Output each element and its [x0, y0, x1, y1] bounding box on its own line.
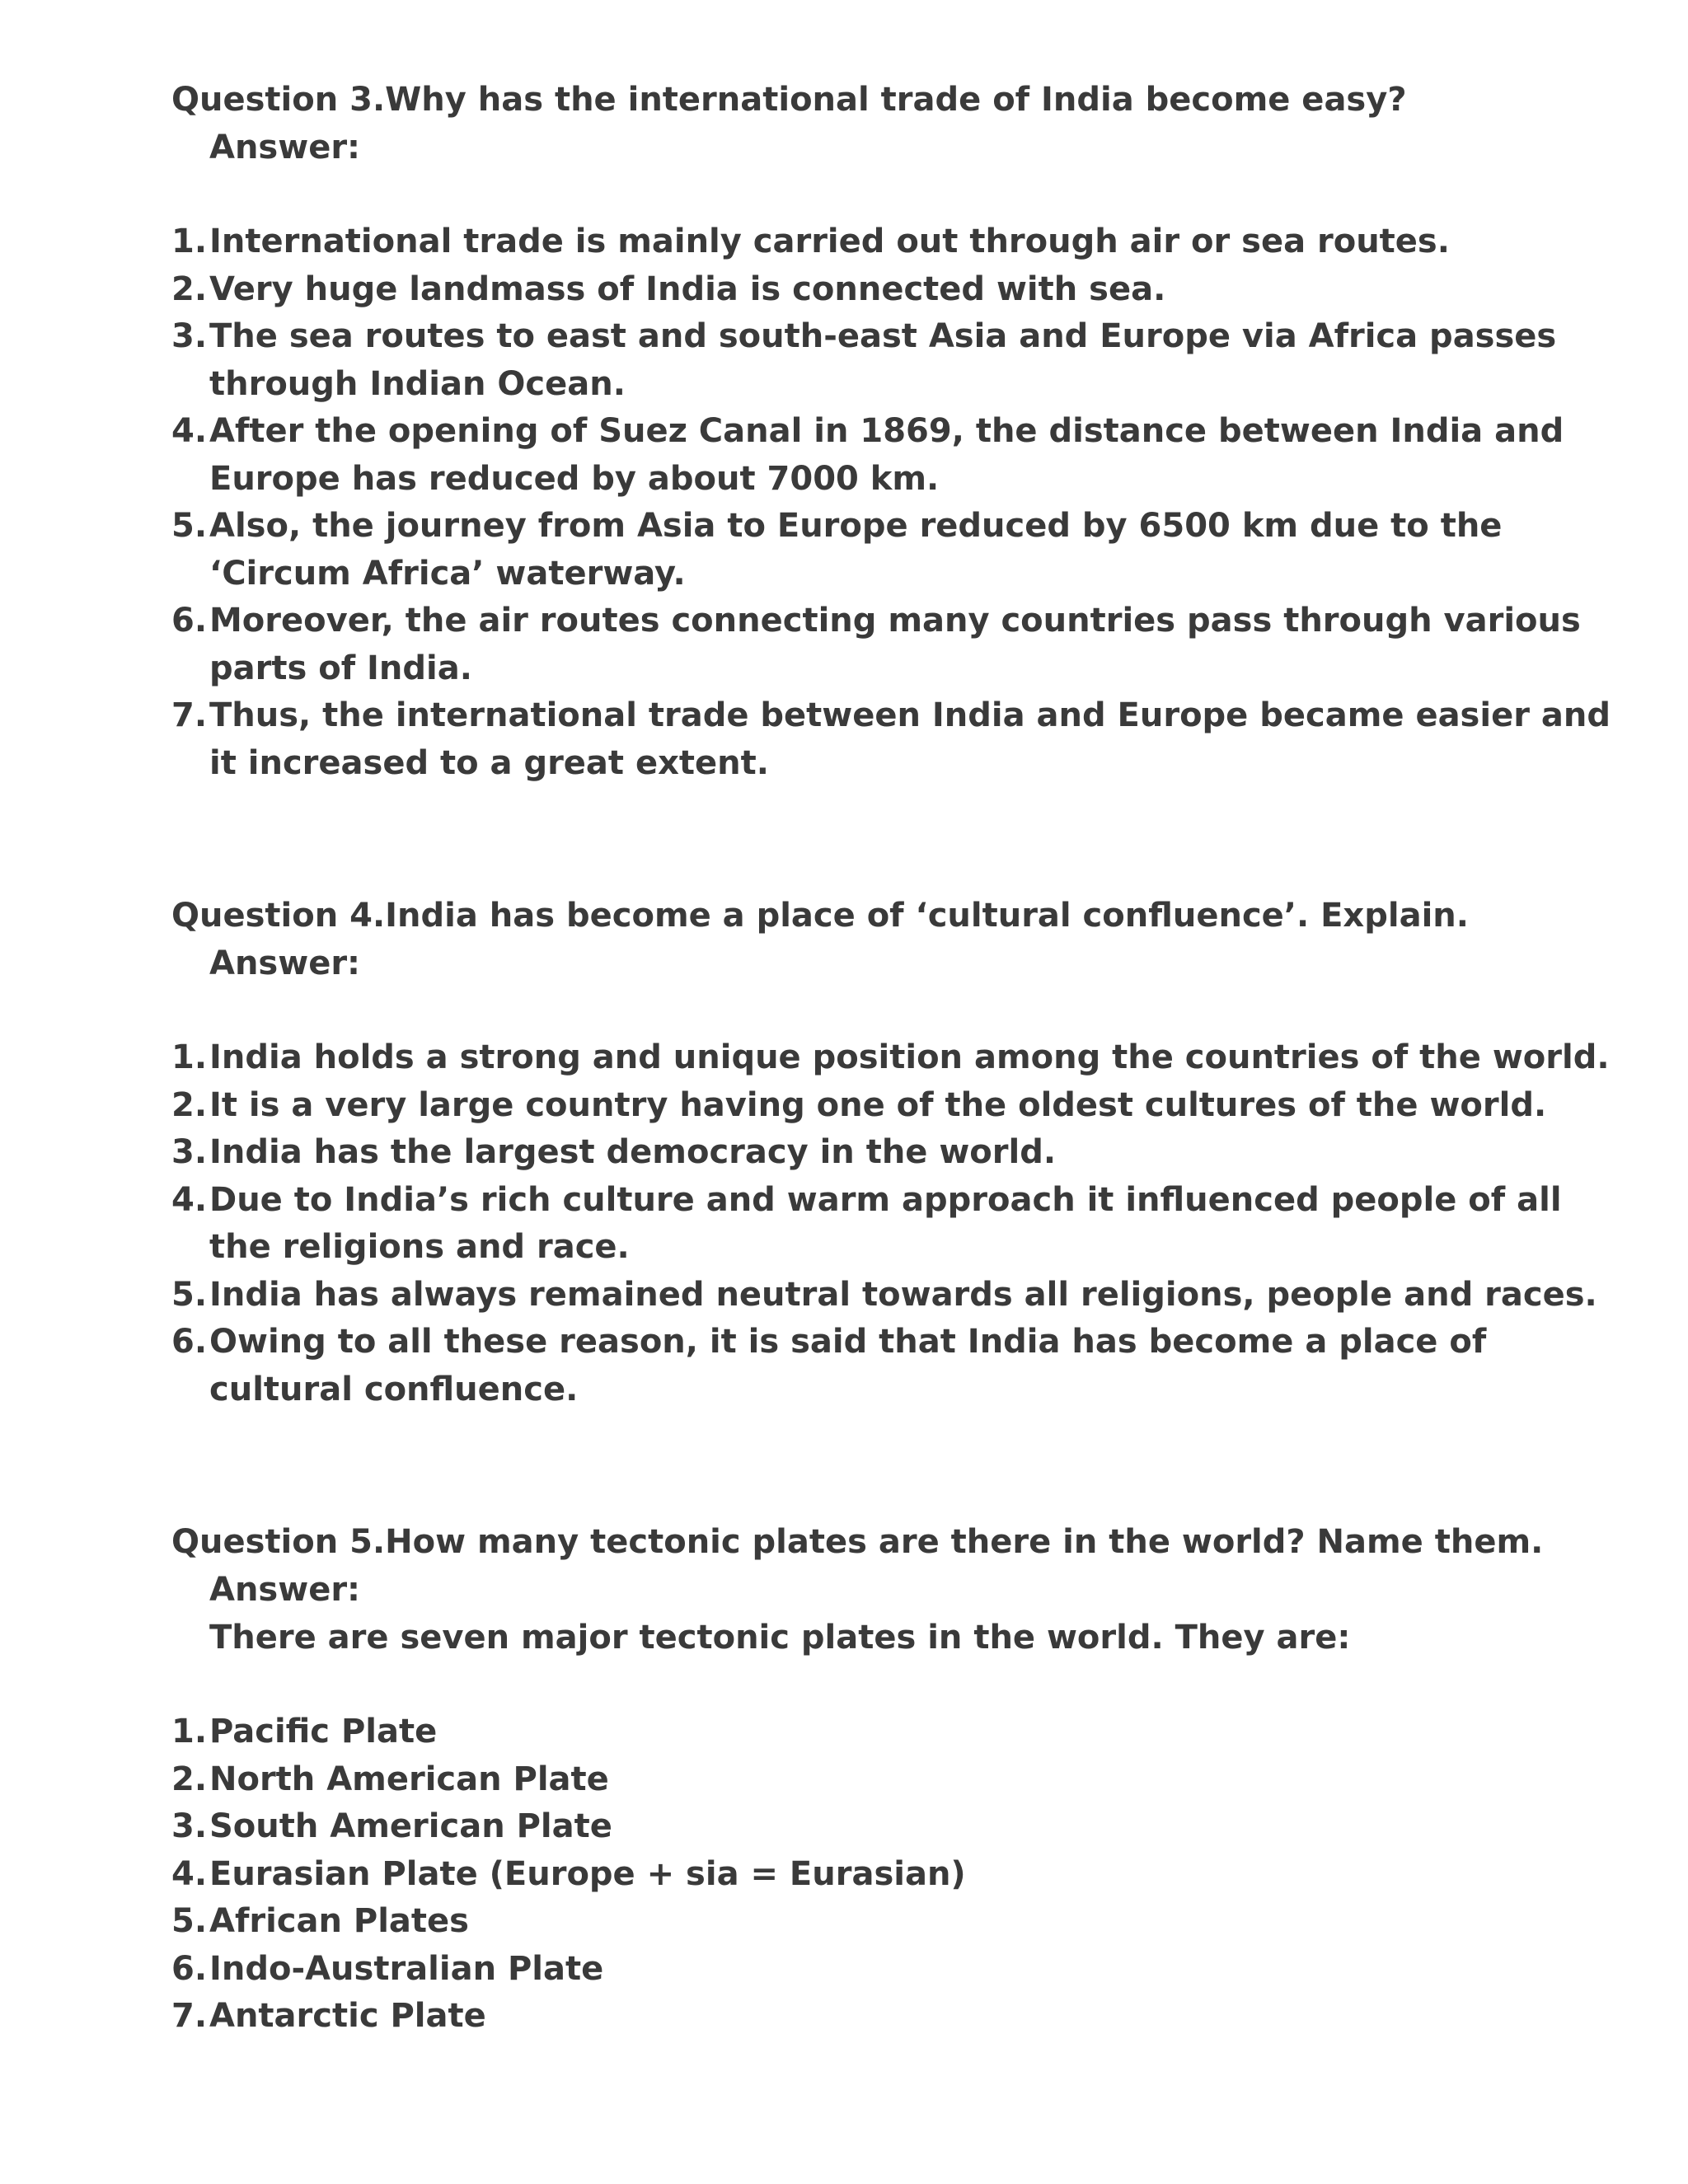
- list-item: [171, 1129, 1622, 1177]
- item-text: North American Plate: [209, 1760, 609, 1798]
- item-number: 3.: [171, 1133, 208, 1171]
- question-4: [171, 892, 1622, 1413]
- question-5: [171, 1518, 1622, 2041]
- list-item: [171, 1898, 1622, 1946]
- list-item: [171, 692, 1622, 787]
- question-title: Question 3.Why has the international trade of India become easy?: [171, 81, 1407, 119]
- item-number: 4.: [171, 412, 208, 450]
- list-item: [171, 1851, 1622, 1899]
- item-number: 4.: [171, 1180, 208, 1219]
- answer-label: Answer:: [209, 129, 361, 166]
- list-item: [171, 503, 1622, 598]
- item-number: 6.: [171, 602, 208, 640]
- answer-list: [171, 1708, 1622, 2041]
- item-text: Antarctic Plate: [209, 1997, 486, 2035]
- item-text: African Plates: [209, 1902, 469, 1940]
- list-item: [171, 218, 1622, 266]
- list-item: [171, 1708, 1622, 1756]
- item-text: Indo-Australian Plate: [209, 1949, 604, 1988]
- item-number: 6.: [171, 1949, 208, 1988]
- item-number: 2.: [171, 1085, 208, 1124]
- item-number: 2.: [171, 269, 208, 308]
- item-text: India has always remained neutral towards all religions, people and races.: [209, 1275, 1597, 1314]
- list-item: [171, 1034, 1622, 1082]
- item-number: 2.: [171, 1760, 208, 1798]
- list-item: [171, 1803, 1622, 1851]
- item-number: 6.: [171, 1323, 208, 1361]
- item-number: 4.: [171, 1854, 208, 1893]
- item-text: After the opening of Suez Canal in 1869, the distance between India and Europe has reduced by about 7000 km.: [209, 412, 1564, 498]
- item-number: 5.: [171, 507, 208, 545]
- item-text: Due to India’s rich culture and warm approach it influenced people of all the religions and race.: [209, 1180, 1562, 1266]
- item-number: 5.: [171, 1902, 208, 1940]
- item-text: India holds a strong and unique position among the countries of the world.: [209, 1038, 1610, 1076]
- item-number: 7.: [171, 696, 208, 734]
- item-text: Moreover, the air routes connecting many countries pass through various parts of India.: [209, 602, 1581, 687]
- list-item: [171, 266, 1622, 314]
- item-text: International trade is mainly carried out through air or sea routes.: [209, 223, 1450, 260]
- list-item: [171, 1082, 1622, 1130]
- item-text: Eurasian Plate (Europe + sia = Eurasian): [209, 1854, 966, 1893]
- item-text: Owing to all these reason, it is said that India has become a place of cultural confluence.: [209, 1323, 1487, 1408]
- item-number: 7.: [171, 1997, 208, 2035]
- item-text: Also, the journey from Asia to Europe reduced by 6500 km due to the ‘Circum Africa’ waterway.: [209, 507, 1503, 593]
- list-item: [171, 1993, 1622, 2041]
- list-item: [171, 598, 1622, 692]
- item-text: Very huge landmass of India is connected with sea.: [209, 269, 1166, 308]
- list-item: [171, 1946, 1622, 1994]
- item-text: Thus, the international trade between India and Europe became easier and it increased to a great extent.: [209, 696, 1611, 782]
- list-item: [171, 1319, 1622, 1413]
- answer-label: Answer:: [209, 944, 361, 982]
- item-number: 1.: [171, 1038, 208, 1076]
- item-number: 3.: [171, 1807, 208, 1845]
- item-text: India has the largest democracy in the world.: [209, 1133, 1057, 1171]
- list-item: [171, 1177, 1622, 1272]
- question-title: Question 5.How many tectonic plates are there in the world? Name them.: [171, 1523, 1544, 1561]
- question-title: Question 4.India has become a place of ‘cultural confluence’. Explain.: [171, 897, 1469, 935]
- item-text: The sea routes to east and south-east Asia and Europe via Africa passes through Indian Ocean.: [209, 317, 1557, 403]
- list-item: [171, 1272, 1622, 1319]
- item-text: South American Plate: [209, 1807, 612, 1845]
- answer-label: Answer:: [209, 1571, 361, 1609]
- list-item: [171, 313, 1622, 408]
- item-number: 5.: [171, 1275, 208, 1314]
- item-text: Pacific Plate: [209, 1713, 438, 1750]
- question-3: [171, 76, 1622, 787]
- item-number: 1.: [171, 223, 208, 260]
- item-number: 1.: [171, 1713, 208, 1750]
- answer-list: [171, 218, 1622, 787]
- item-number: 3.: [171, 317, 208, 355]
- item-text: It is a very large country having one of the oldest cultures of the world.: [209, 1085, 1547, 1124]
- list-item: [171, 1756, 1622, 1804]
- list-item: [171, 408, 1622, 503]
- answer-list: [171, 1034, 1622, 1413]
- answer-intro: There are seven major tectonic plates in the world. They are:: [209, 1619, 1351, 1657]
